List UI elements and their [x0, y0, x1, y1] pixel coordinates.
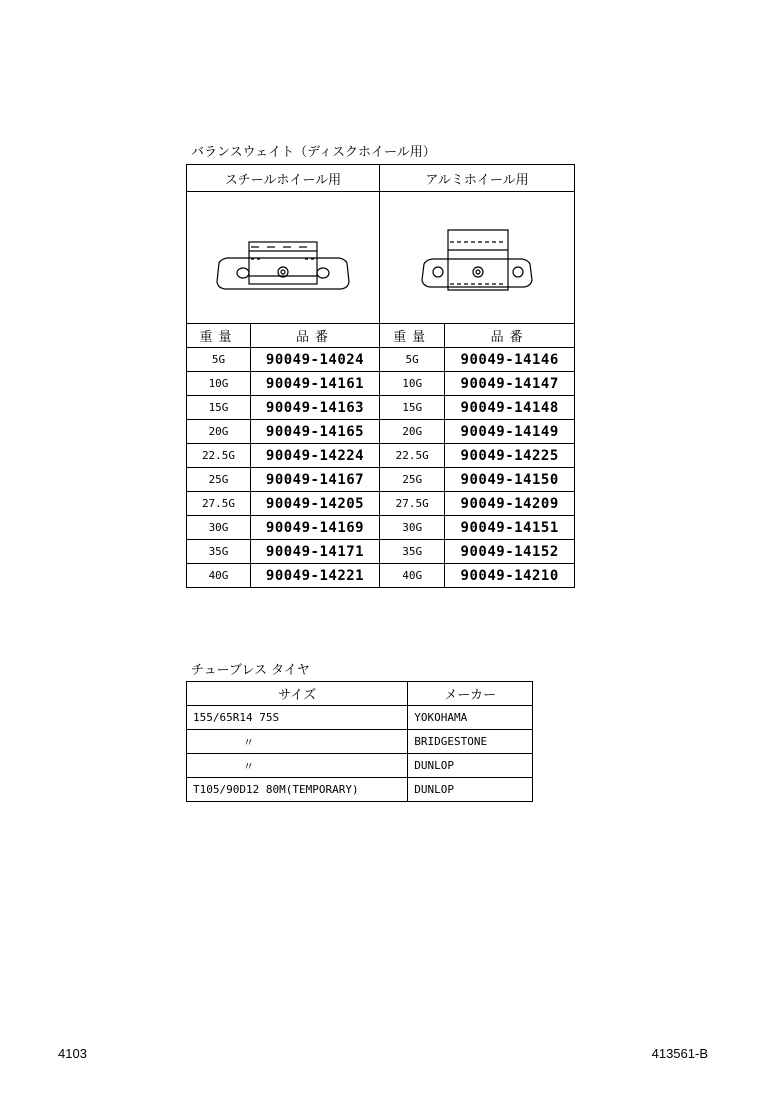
alu-part-cell: 90049-14149 [445, 420, 575, 444]
alu-part-cell: 90049-14150 [445, 468, 575, 492]
steel-part-cell: 90049-14167 [251, 468, 380, 492]
table-row [187, 730, 533, 754]
tubeless-tire-table [186, 681, 533, 802]
steel-part-col-header: 品番 [251, 324, 380, 348]
tire-maker-cell: YOKOHAMA [408, 706, 533, 730]
steel-weight-cell: 30G [187, 516, 251, 540]
steel-part-cell: 90049-14224 [251, 444, 380, 468]
alu-part-cell: 90049-14148 [445, 396, 575, 420]
table-row [187, 372, 575, 396]
tire-maker-cell: DUNLOP [408, 754, 533, 778]
alu-weight-cell: 15G [380, 396, 445, 420]
steel-weight-cell: 27.5G [187, 492, 251, 516]
steel-weight-cell: 35G [187, 540, 251, 564]
steel-weight-cell: 15G [187, 396, 251, 420]
alu-weight-cell: 25G [380, 468, 445, 492]
table-row [187, 778, 533, 802]
steel-weight-cell: 10G [187, 372, 251, 396]
balance-weight-table [186, 164, 575, 588]
alu-weight-illustration [380, 192, 575, 324]
table-row [187, 516, 575, 540]
steel-part-cell: 90049-14165 [251, 420, 380, 444]
alu-weight-cell: 5G [380, 348, 445, 372]
tire-maker-cell: BRIDGESTONE [408, 730, 533, 754]
alu-part-cell: 90049-14209 [445, 492, 575, 516]
table-row [187, 420, 575, 444]
steel-weight-cell: 25G [187, 468, 251, 492]
alu-weight-cell: 35G [380, 540, 445, 564]
balance-weight-rows [187, 348, 575, 588]
table-row [187, 348, 575, 372]
steel-part-cell: 90049-14024 [251, 348, 380, 372]
alu-part-cell: 90049-14152 [445, 540, 575, 564]
steel-part-cell: 90049-14221 [251, 564, 380, 588]
size-col-header: サイズ [187, 682, 408, 706]
table-row [187, 468, 575, 492]
alu-weight-cell: 22.5G [380, 444, 445, 468]
steel-part-cell: 90049-14161 [251, 372, 380, 396]
alu-part-cell: 90049-14146 [445, 348, 575, 372]
alu-weight-col-header: 重量 [380, 324, 445, 348]
table-row [187, 564, 575, 588]
alu-part-cell: 90049-14210 [445, 564, 575, 588]
alu-weight-cell: 40G [380, 564, 445, 588]
alu-weight-cell: 20G [380, 420, 445, 444]
tire-size-cell: T105/90D12 80M(TEMPORARY) [187, 778, 408, 802]
steel-weight-illustration [187, 192, 380, 324]
steel-part-cell: 90049-14163 [251, 396, 380, 420]
steel-weight-cell: 40G [187, 564, 251, 588]
tubeless-tire-title: チューブレス タイヤ [191, 663, 310, 678]
page-number-left: 4103 [58, 1046, 87, 1061]
table-row [187, 754, 533, 778]
balance-weight-title: バランスウェイト（ディスクホイール用） [191, 145, 436, 160]
alu-weight-cell: 27.5G [380, 492, 445, 516]
table-row [187, 444, 575, 468]
figure-number-right: 413561-B [651, 1046, 708, 1061]
steel-part-cell: 90049-14205 [251, 492, 380, 516]
tire-size-cell: 155/65R14 75S [187, 706, 408, 730]
table-row [187, 706, 533, 730]
alu-weight-cell: 30G [380, 516, 445, 540]
tire-size-cell: 〃 [187, 730, 408, 754]
table-row [187, 396, 575, 420]
steel-weight-cell: 20G [187, 420, 251, 444]
steel-wheel-header: スチールホイール用 [187, 165, 380, 192]
alu-part-cell: 90049-14147 [445, 372, 575, 396]
steel-weight-cell: 5G [187, 348, 251, 372]
steel-part-cell: 90049-14171 [251, 540, 380, 564]
table-row [187, 492, 575, 516]
tire-size-cell: 〃 [187, 754, 408, 778]
alu-part-cell: 90049-14225 [445, 444, 575, 468]
steel-weight-col-header: 重量 [187, 324, 251, 348]
alu-part-cell: 90049-14151 [445, 516, 575, 540]
steel-part-cell: 90049-14169 [251, 516, 380, 540]
table-row [187, 540, 575, 564]
alu-part-col-header: 品番 [445, 324, 575, 348]
tire-maker-cell: DUNLOP [408, 778, 533, 802]
alu-weight-cell: 10G [380, 372, 445, 396]
alu-wheel-header: アルミホイール用 [380, 165, 575, 192]
maker-col-header: メーカー [408, 682, 533, 706]
steel-weight-cell: 22.5G [187, 444, 251, 468]
